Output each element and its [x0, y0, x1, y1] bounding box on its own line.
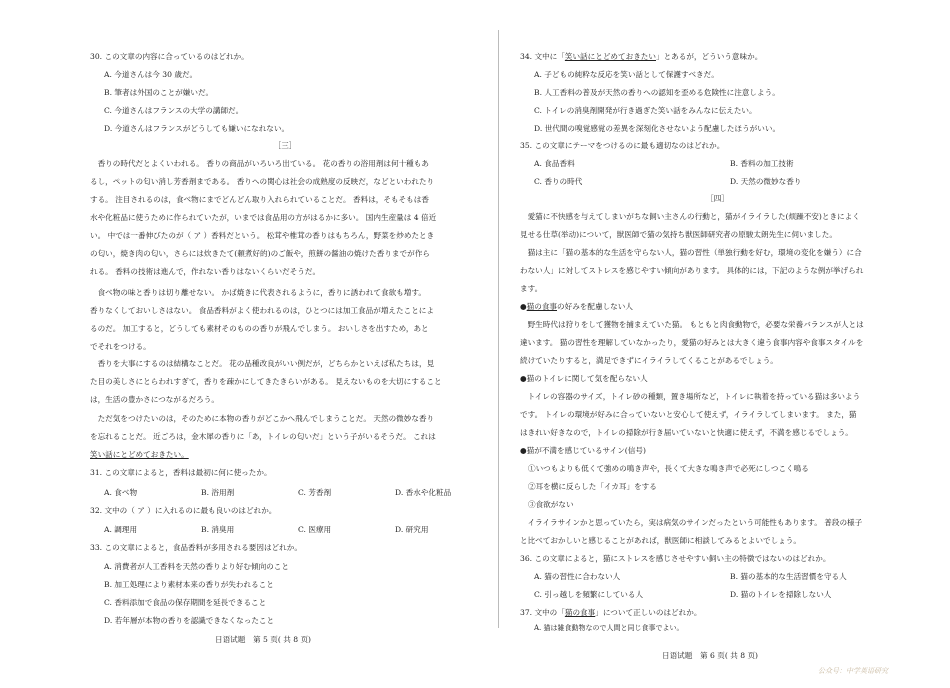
q37-prefix: 37. 文中の「	[520, 608, 565, 617]
passage-line: トイレの容器のサイズ，トイレ砂の種類，置き場所など，トイレに執着を持っている猫は多いよう	[520, 392, 861, 401]
passage-line: です。 トイレの環境が好みに合っていないと安心して使えず，イライラしてしまいます。 また，猫	[520, 410, 857, 419]
bullet1-suffix: の好みを配慮しない人	[557, 302, 633, 311]
q35-options-row2	[534, 178, 926, 186]
q37-quote: 猫の食事	[564, 608, 596, 617]
q30-option-c: C. 今道さんはフランスの大学の講師だ。	[104, 106, 244, 115]
passage-line: 水や化粧品に使うために作られていたが，いまでは食品用の方がはるかに多い。 国内生産量は 4 倍近	[90, 213, 437, 222]
q32-option-a: A. 調理用	[104, 525, 138, 534]
q32-question: 32. 文中の（ ア ）に入れるのに最も良いのはどれか。	[90, 506, 277, 515]
q34-option-a: A. 子どもの純粋な反応を笑い話として保護すべきだ。	[534, 70, 719, 79]
passage-line: ただ気をつけたいのは，そのために本物の香りがどこかへ飛んでしまうことだ。 天然の微妙な香り	[90, 414, 435, 423]
q31-option-a: A. 食べ物	[104, 488, 138, 497]
q30-option-b: B. 筆者は外国のことが嫌いだ。	[104, 88, 214, 97]
sign-item: ②耳を横に反らした「イカ耳」をする	[528, 482, 657, 491]
passage-line: ます。	[520, 284, 543, 293]
bullet1-heading	[520, 303, 633, 311]
passage-line: 香りなくしておいしさはない。 食品香料がよく使われるのは，ひとつには加工食品が増えたことによ	[90, 306, 434, 315]
passage-line: るのだ。 加工すると，どうしても素材そのものの香りが飛んでしまう。 おいしさを出すため，あと	[90, 324, 429, 333]
q34-option-c: C. トイレの消臭剤開発が行き過ぎた笑い話をみんなに伝えたい。	[534, 106, 757, 115]
passage-line: イライラサインかと思っていたら，実は病気のサインだったという可能性もあります。 普段の様子	[520, 518, 863, 527]
passage-line: でそれをつける。	[90, 342, 151, 351]
q33-option-c: C. 香料添加で食品の保存期間を延長できること	[104, 598, 267, 607]
q34-option-d: D. 世代間の嗅覚感覚の差異を深刻化させないよう配慮したほうがいい。	[534, 124, 781, 133]
passage-line: 見せる仕草(举动)について，獣医師で猫の気持ち獣医師研究者の原駿太朗先生に伺いました。	[520, 230, 837, 239]
page-footer-right: 日语试题 第 6 页( 共 8 页)	[662, 651, 758, 660]
q33-option-d: D. 若年層が本物の香りを認識できなくなったこと	[104, 616, 275, 625]
q37-question	[520, 609, 701, 617]
q35-options-row1	[534, 160, 926, 168]
q30-option-a: A. 今道さんは今 30 歳だ。	[104, 70, 198, 79]
q36-option-b: B. 猫の基本的な生活習慣を守る人	[730, 572, 847, 581]
passage-line: れる。 香料の技術は進んで，作れない香りはないくらいだそうだ。	[90, 267, 321, 276]
bullet3-heading: ●猫が不満を感じているサイン(信号)	[520, 446, 646, 455]
passage-line: の匂い，焼き肉の匂い，さらには炊きたて(頼煮好的)のご飯や，煎餅の醤油の焼けた香りまでが作ら	[90, 249, 430, 258]
q31-option-c: C. 芳香剤	[298, 488, 332, 497]
q37-option-a: A. 猫は雑食動物なので人間と同じ食事でよい。	[534, 624, 684, 632]
page-footer-left: 日语试题 第 5 页( 共 8 页)	[215, 635, 311, 644]
q36-option-a: A. 猫の習性に合わない人	[534, 572, 621, 581]
passage-line: わない人」に対してストレスを感じやすい傾向があります。 具体的には，下記のような例が挙げられ	[520, 266, 864, 275]
sign-item: ③食欲がない	[528, 500, 574, 509]
q31-options	[104, 489, 492, 497]
passage-line: 違います。 猫の習性を理解していなかったり，愛猫の好みとは大きく違う食事内容や食事スタイルを	[520, 338, 864, 347]
passage-line: るし，ペットの匂い消し芳香剤まである。 香りへの関心は社会の成熟度の反映だ，などといわれたり	[90, 177, 435, 186]
passage-line: と比べておかしいと感じることがあれば，獣医師に相談してみるとよいでしょう。	[520, 536, 801, 545]
q35-option-d: D. 天然の微妙な香り	[730, 177, 802, 186]
q35-option-c: C. 香りの時代	[534, 177, 583, 186]
q31-option-b: B. 浴用剤	[201, 488, 235, 497]
q32-option-d: D. 研究用	[395, 525, 429, 534]
passage-line: 香りを大事にするのは結構なことだ。 花の品種改良がいい例だが，どちらかといえば私たちは，見	[90, 359, 435, 368]
page-divider	[498, 30, 499, 628]
q34-question	[520, 53, 762, 61]
q33-option-a: A. 消費者が人工香料を天然の香りより好む傾向のこと	[104, 562, 289, 571]
section-title-3: ［三］	[273, 141, 297, 150]
watermark: 公众号：中学英语研究	[818, 667, 888, 675]
passage-line: 続けていたりすると，満足できずにイライラしてくることがあるでしょう。	[520, 356, 778, 365]
q35-option-a: A. 食品香料	[534, 159, 575, 168]
q34-option-b: B. 人工香料の普及が天然の香りへの認知を歪める危険性に注意しよう。	[534, 88, 780, 97]
q34-prefix: 34. 文中に「	[520, 52, 565, 61]
bullet2-heading: ●猫のトイレに関して気を配らない人	[520, 374, 648, 383]
q32-option-c: C. 医療用	[298, 525, 332, 534]
q31-question: 31. この文章によると，香料は最初に何に使ったか。	[90, 468, 272, 477]
q34-suffix: 」とあるが，どういう意味か。	[656, 52, 763, 61]
passage-line: する。 注目されるのは，食べ物にまでどんどん取り入れられていることだ。 香料は，そもそもは香	[90, 195, 429, 204]
passage-line: はきれい好きなので，トイレの掃除が行き届いていないと快適に使えず，不満を感じるでしょう。	[520, 428, 853, 437]
q37-suffix: 」について正しいのはどれか。	[595, 608, 702, 617]
q32-option-b: B. 消臭用	[201, 525, 235, 534]
q33-question: 33. この文章によると，食品香料が多用される要因はどれか。	[90, 543, 302, 552]
q34-quote: 笑い話にとどめておきたい	[564, 52, 656, 61]
q36-question: 36. この文章によると，猫にストレスを感じさせやすい飼い主の特徴ではないのはどれか。	[520, 554, 831, 563]
bullet1-quote: 猫の食事	[526, 302, 558, 311]
q30-question: 30. この文章の内容に合っているのはどれか。	[90, 52, 249, 61]
bullet-marker: ●	[520, 302, 527, 311]
passage-line: は，生活の豊かさにつながるだろう。	[90, 395, 219, 404]
section-title-4: ［四］	[706, 194, 729, 203]
passage-line: 猫は主に「猫の基本的な生活を守らない人，猫の習性（単独行動を好む，環境の変化を嫌う）に合	[520, 248, 862, 257]
passage-line: た目の美しさにとらわれすぎて，香りを疎かにしてきたきらいがある。 見えないものを大切にすること	[90, 377, 442, 386]
q36-options-row1	[534, 573, 926, 581]
passage-underlined-line: 笑い話にとどめておきたい。	[90, 450, 189, 459]
passage-line: い。 中では一番伸びたのが（ ア ）香料だという。 松茸や椎茸の香りはもちろん，野菜を炒めたとき	[90, 231, 435, 240]
q31-option-d: D. 香水や化粧品	[395, 488, 452, 497]
passage-line: 香りの時代だとよくいわれる。 香りの商品がいろいろ出ている。 花の香りの浴用剤は何十種もあ	[90, 159, 429, 168]
q33-option-b: B. 加工処理により素材本来の香りが失われること	[104, 580, 274, 589]
q30-option-d: D. 今道さんはフランスがどうしても嫌いになれない。	[104, 124, 290, 133]
passage-line: 愛猫に不快感を与えてしまいがちな飼い主さんの行動と，猫がイライラした(烦躁不安)ときによく	[520, 212, 860, 221]
passage-line: を忘れることだ。 近ごろは，金木犀の香りに「あ，トイレの匂いだ」という子がいるそうだ。 これは	[90, 432, 436, 441]
q36-options-row2	[534, 591, 926, 599]
q36-option-d: D. 猫のトイレを掃除しない人	[730, 590, 832, 599]
sign-item: ①いつもよりも低くて強めの鳴き声や，長くて大きな鳴き声で必死にしつこく鳴る	[528, 464, 809, 473]
q35-question: 35. この文章にテーマをつけるのに最も適切なのはどれか。	[520, 141, 725, 150]
q32-options	[104, 526, 492, 534]
q35-option-b: B. 香料の加工技術	[730, 159, 794, 168]
q36-option-c: C. 引っ越しを頻繁にしている人	[534, 590, 644, 599]
passage-line: 食べ物の味と香りは切り離せない。 かば焼きに代表されるように，香りに誘われて食欲も増す。	[90, 288, 426, 297]
passage-line: 野生時代は狩りをして獲物を捕まえていた猫。 もともと肉食動物で，必要な栄養バランスが人とは	[520, 320, 864, 329]
